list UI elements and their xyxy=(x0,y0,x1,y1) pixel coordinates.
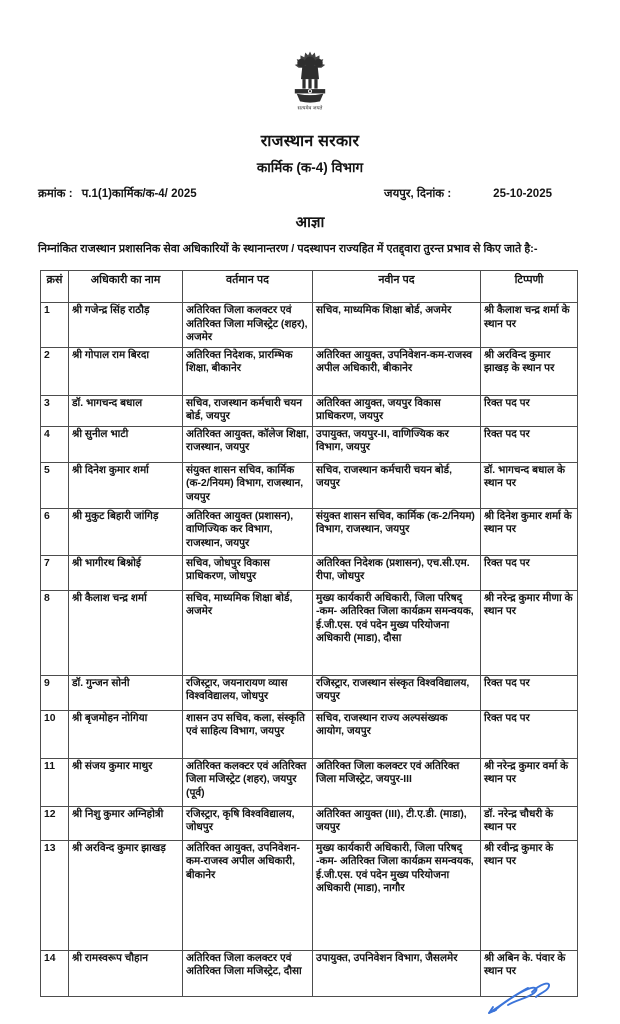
table-cell: श्री गजेन्द्र सिंह राठौड़ xyxy=(69,303,183,348)
table-cell: रजिस्ट्रार, राजस्थान संस्कृत विश्वविद्यालय, जयपुर xyxy=(313,675,481,710)
table-cell: 1 xyxy=(41,303,69,348)
table-cell: अतिरिक्त आयुक्त, उपनिवेशन-कम-राजस्व अपील अधिकारी, बीकानेर xyxy=(313,347,481,395)
table-row xyxy=(41,555,578,590)
table-row xyxy=(41,462,578,508)
table-header xyxy=(41,271,578,303)
table-cell: श्री अरविन्द कुमार झाखड़ के स्थान पर xyxy=(481,347,578,395)
order-date: 25-10-2025 xyxy=(493,188,552,200)
table-row xyxy=(41,710,578,758)
header-new-post: नवीन पद xyxy=(313,271,481,303)
table-row xyxy=(41,395,578,426)
table-cell: 10 xyxy=(41,710,69,758)
emblem-block xyxy=(0,0,620,117)
table-cell: 3 xyxy=(41,395,69,426)
table-cell: उपायुक्त, जयपुर-II, वाणिज्यिक कर विभाग, जयपुर xyxy=(313,426,481,462)
order-heading: आज्ञा xyxy=(295,214,325,231)
department-title: कार्मिक (क-4) विभाग xyxy=(256,160,364,175)
header-remarks: टिप्पणी xyxy=(481,271,578,303)
table-cell: श्री रामस्वरूप चौहान xyxy=(69,950,183,996)
table-cell: 8 xyxy=(41,590,69,675)
reference-number-group xyxy=(38,186,197,201)
table-cell: संयुक्त शासन सचिव, कार्मिक (क-2/नियम) विभाग, राजस्थान, जयपुर xyxy=(313,508,481,555)
transfer-order-table xyxy=(40,270,578,997)
table-row xyxy=(41,347,578,395)
table-row xyxy=(41,758,578,806)
table-cell: अतिरिक्त कलक्टर एवं अतिरिक्त जिला मजिस्ट्रेट (शहर), जयपुर (पूर्व) xyxy=(183,758,313,806)
emblem-motto-text: सत्यमेव जयते xyxy=(297,105,323,112)
table-cell: श्री अरविन्द कुमार झाखड़ xyxy=(69,840,183,950)
table-cell: 4 xyxy=(41,426,69,462)
table-cell: अतिरिक्त जिला कलक्टर एवं अतिरिक्त जिला मजिस्ट्रेट, दौसा xyxy=(183,950,313,996)
table-cell: अतिरिक्त निदेशक, प्रारम्भिक शिक्षा, बीकानेर xyxy=(183,347,313,395)
intro-paragraph: निम्नांकित राजस्थान प्रशासनिक सेवा अधिकारियों के स्थानान्तरण / पदस्थापन राज्यहित में एतद्द्वारा तुरन्त प्रभाव से किए जाते है:- xyxy=(38,243,538,255)
table-cell: 13 xyxy=(41,840,69,950)
table-cell: 12 xyxy=(41,806,69,840)
ashoka-emblem-icon xyxy=(291,99,329,116)
table-cell: सचिव, जोधपुर विकास प्राधिकरण, जोधपुर xyxy=(183,555,313,590)
table-cell: रिक्त पद पर xyxy=(481,395,578,426)
table-cell: सचिव, माध्यमिक शिक्षा बोर्ड, अजमेर xyxy=(313,303,481,348)
table-cell: श्री संजय कुमार माथुर xyxy=(69,758,183,806)
table-cell: अतिरिक्त आयुक्त, जयपुर विकास प्राधिकरण, जयपुर xyxy=(313,395,481,426)
table-cell: श्री दिनेश कुमार शर्मा xyxy=(69,462,183,508)
table-row xyxy=(41,303,578,348)
signature-ink-icon xyxy=(486,980,558,1016)
table-cell: 6 xyxy=(41,508,69,555)
table-cell: श्री कैलाश चन्द्र शर्मा के स्थान पर xyxy=(481,303,578,348)
table-cell: श्री भागीरथ बिश्नोई xyxy=(69,555,183,590)
government-title: राजस्थान सरकार xyxy=(260,133,360,150)
header-serial: क्रसं xyxy=(41,271,69,303)
table-row xyxy=(41,590,578,675)
transfer-table-body xyxy=(41,303,578,997)
table-cell: सचिव, माध्यमिक शिक्षा बोर्ड, अजमेर xyxy=(183,590,313,675)
table-cell: श्री नरेन्द्र कुमार वर्मा के स्थान पर xyxy=(481,758,578,806)
table-cell: 14 xyxy=(41,950,69,996)
table-cell: 2 xyxy=(41,347,69,395)
table-cell: सचिव, राजस्थान कर्मचारी चयन बोर्ड, जयपुर xyxy=(313,462,481,508)
header-officer-name: अधिकारी का नाम xyxy=(69,271,183,303)
table-cell: श्री रवीन्द्र कुमार के स्थान पर xyxy=(481,840,578,950)
table-cell: सचिव, राजस्थान राज्य अल्पसंख्यक आयोग, जयपुर xyxy=(313,710,481,758)
table-cell: श्री निशु कुमार अग्निहोत्री xyxy=(69,806,183,840)
place-date-group xyxy=(384,186,582,201)
reference-line xyxy=(38,186,582,201)
table-cell: मुख्य कार्यकारी अधिकारी, जिला परिषद् -कम- अतिरिक्त जिला कार्यक्रम समन्वयक, ई.जी.एस. एवं पदेन मुख्य परियोजना अधिकारी (माडा), नागौर xyxy=(313,840,481,950)
table-cell: रजिस्ट्रार, कृषि विश्वविद्यालय, जोधपुर xyxy=(183,806,313,840)
table-cell: श्री नरेन्द्र कुमार मीणा के स्थान पर xyxy=(481,590,578,675)
table-cell: सचिव, राजस्थान कर्मचारी चयन बोर्ड, जयपुर xyxy=(183,395,313,426)
table-header-row xyxy=(41,271,578,303)
table-cell: रिक्त पद पर xyxy=(481,710,578,758)
table-cell: अतिरिक्त जिला कलक्टर एवं अतिरिक्त जिला मजिस्ट्रेट (शहर), अजमेर xyxy=(183,303,313,348)
table-cell: शासन उप सचिव, कला, संस्कृति एवं साहित्य विभाग, जयपुर xyxy=(183,710,313,758)
table-cell: अतिरिक्त जिला कलक्टर एवं अतिरिक्त जिला मजिस्ट्रेट, जयपुर-III xyxy=(313,758,481,806)
table-cell: उपायुक्त, उपनिवेशन विभाग, जैसलमेर xyxy=(313,950,481,996)
table-cell: श्री गोपाल राम बिरदा xyxy=(69,347,183,395)
table-cell: डॉ. गुन्जन सोनी xyxy=(69,675,183,710)
table-cell: रिक्त पद पर xyxy=(481,555,578,590)
table-cell: 5 xyxy=(41,462,69,508)
table-row xyxy=(41,806,578,840)
reference-number-value: प.1(1)कार्मिक/क-4/ 2025 xyxy=(81,188,197,200)
table-cell: अतिरिक्त आयुक्त (प्रशासन), वाणिज्यिक कर विभाग, राजस्थान, जयपुर xyxy=(183,508,313,555)
table-cell: रिक्त पद पर xyxy=(481,675,578,710)
table-cell: मुख्य कार्यकारी अधिकारी, जिला परिषद् -कम- अतिरिक्त जिला कार्यक्रम समन्वयक, ई.जी.एस. एवं पदेन मुख्य परियोजना अधिकारी (माडा), दौसा xyxy=(313,590,481,675)
table-row xyxy=(41,840,578,950)
table-cell: श्री बृजमोहन नोगिया xyxy=(69,710,183,758)
place-date-label: जयपुर, दिनांक : xyxy=(384,188,452,200)
table-row xyxy=(41,426,578,462)
header-current-post: वर्तमान पद xyxy=(183,271,313,303)
table-cell: डॉ. भागचन्द बधाल xyxy=(69,395,183,426)
table-cell: श्री अबिन के. पंवार के स्थान पर xyxy=(481,950,578,996)
reference-number-label: क्रमांक : xyxy=(38,188,73,200)
table-cell: श्री सुनील भाटी xyxy=(69,426,183,462)
table-cell: श्री मुकुट बिहारी जांगिड़ xyxy=(69,508,183,555)
table-cell: अतिरिक्त आयुक्त, उपनिवेशन-कम-राजस्व अपील अधिकारी, बीकानेर xyxy=(183,840,313,950)
table-row xyxy=(41,508,578,555)
table-cell: अतिरिक्त आयुक्त (III), टी.ए.डी. (माडा), जयपुर xyxy=(313,806,481,840)
table-cell: श्री कैलाश चन्द्र शर्मा xyxy=(69,590,183,675)
table-cell: 9 xyxy=(41,675,69,710)
table-cell: रिक्त पद पर xyxy=(481,426,578,462)
table-row xyxy=(41,675,578,710)
table-cell: संयुक्त शासन सचिव, कार्मिक (क-2/नियम) विभाग, राजस्थान, जयपुर xyxy=(183,462,313,508)
table-cell: डॉ. नरेन्द्र चौधरी के स्थान पर xyxy=(481,806,578,840)
table-cell: डॉ. भागचन्द बधाल के स्थान पर xyxy=(481,462,578,508)
table-cell: श्री दिनेश कुमार शर्मा के स्थान पर xyxy=(481,508,578,555)
table-cell: 11 xyxy=(41,758,69,806)
table-cell: अतिरिक्त निदेशक (प्रशासन), एच.सी.एम. रीपा, जोधपुर xyxy=(313,555,481,590)
table-cell: 7 xyxy=(41,555,69,590)
table-cell: अतिरिक्त आयुक्त, कॉलेज शिक्षा, राजस्थान, जयपुर xyxy=(183,426,313,462)
table-cell: रजिस्ट्रार, जयनारायण व्यास विश्वविद्यालय, जोधपुर xyxy=(183,675,313,710)
